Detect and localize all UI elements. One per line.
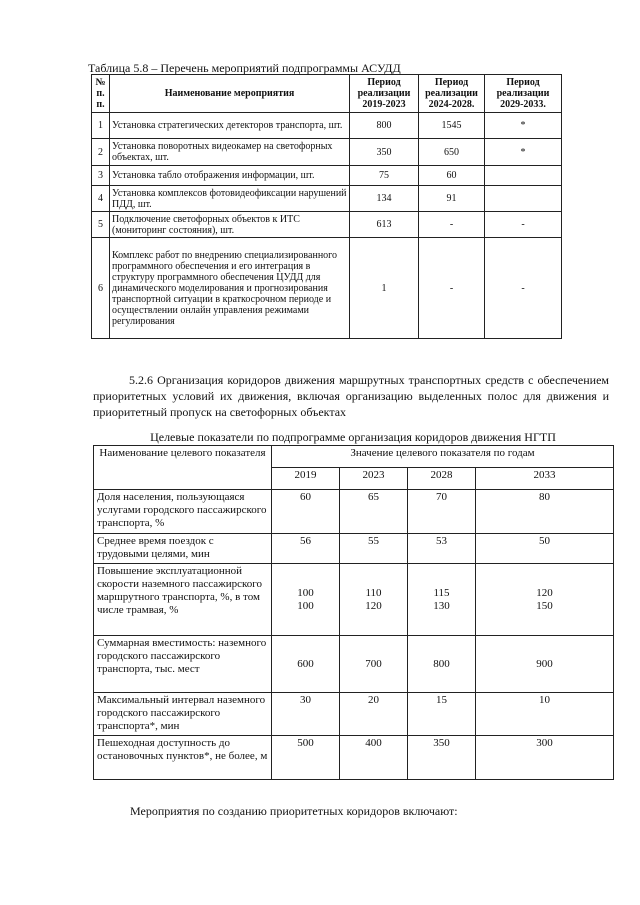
indicator-value: 65 — [340, 490, 408, 534]
table-row — [94, 636, 614, 693]
indicator-value: 900 — [476, 636, 614, 693]
indicator-value: 60 — [272, 490, 340, 534]
indicators-table — [93, 445, 614, 780]
row-p3: * — [485, 113, 562, 139]
indicator-value: 15 — [408, 693, 476, 736]
row-p2: 60 — [419, 166, 485, 186]
indicator-value: 50 — [476, 534, 614, 564]
table-row — [92, 113, 562, 139]
row-p2: 1545 — [419, 113, 485, 139]
activities-table — [91, 74, 562, 339]
row-name: Подключение светофорных объектов к ИТС (мониторинг состояния), шт. — [110, 212, 350, 238]
row-p3: * — [485, 139, 562, 166]
indicator-value: 600 — [272, 636, 340, 693]
indicator-value: 120 150 — [476, 564, 614, 636]
indicator-label: Суммарная вместимость: наземного городского пассажирского транспорта, тыс. мест — [94, 636, 272, 693]
table-row — [94, 736, 614, 780]
header-period-2: Период реализации 2024-2028. — [419, 75, 485, 113]
indicator-value: 800 — [408, 636, 476, 693]
row-p1: 134 — [350, 186, 419, 212]
table-row — [94, 534, 614, 564]
header-num: № п. п. — [92, 75, 110, 113]
row-p1: 1 — [350, 238, 419, 339]
table1-header-row — [92, 75, 562, 113]
table-row — [92, 212, 562, 238]
row-num: 1 — [92, 113, 110, 139]
header-year: 2023 — [340, 468, 408, 490]
header-values-group: Значение целевого показателя по годам — [272, 446, 614, 468]
row-p3: - — [485, 238, 562, 339]
section-paragraph: 5.2.6 Организация коридоров движения маршрутных транспортных средств с обеспечением приоритетных условий их движения, включая организацию выделенных полос для движения и приоритетный пропуск на светофорных объектах — [93, 373, 609, 419]
indicator-value: 110 120 — [340, 564, 408, 636]
row-num: 5 — [92, 212, 110, 238]
header-period-1: Период реализации 2019-2023 — [350, 75, 419, 113]
indicator-label: Доля населения, пользующаяся услугами городского пассажирского транспорта, % — [94, 490, 272, 534]
row-p3: - — [485, 212, 562, 238]
row-num: 6 — [92, 238, 110, 339]
indicator-value: 350 — [408, 736, 476, 780]
indicator-value: 400 — [340, 736, 408, 780]
table-row — [92, 238, 562, 339]
table2-header-row — [94, 446, 614, 468]
indicator-value: 100 100 — [272, 564, 340, 636]
header-year: 2028 — [408, 468, 476, 490]
row-name: Установка табло отображения информации, шт. — [110, 166, 350, 186]
row-p2: 91 — [419, 186, 485, 212]
row-p2: - — [419, 238, 485, 339]
indicator-value: 55 — [340, 534, 408, 564]
indicator-value: 70 — [408, 490, 476, 534]
row-p3 — [485, 186, 562, 212]
closing-text: Мероприятия по созданию приоритетных коридоров включают: — [130, 804, 458, 818]
row-p2: - — [419, 212, 485, 238]
row-p1: 800 — [350, 113, 419, 139]
table-row — [94, 490, 614, 534]
indicator-label: Максимальный интервал наземного городского пассажирского транспорта*, мин — [94, 693, 272, 736]
row-p3 — [485, 166, 562, 186]
row-name: Установка комплексов фотовидеофиксации нарушений ПДД, шт. — [110, 186, 350, 212]
indicator-value: 500 — [272, 736, 340, 780]
indicator-label: Повышение эксплуатационной скорости наземного пассажирского маршрутного транспорта, %, в том числе трамвая, % — [94, 564, 272, 636]
table-row — [94, 564, 614, 636]
row-p1: 75 — [350, 166, 419, 186]
header-indicator-name: Наименование целевого показателя — [94, 446, 272, 490]
indicator-value: 56 — [272, 534, 340, 564]
table-row — [92, 139, 562, 166]
table-row — [92, 186, 562, 212]
indicator-value: 53 — [408, 534, 476, 564]
indicator-value: 80 — [476, 490, 614, 534]
table1-caption: Таблица 5.8 – Перечень мероприятий подпрограммы АСУДД — [88, 61, 401, 75]
row-p2: 650 — [419, 139, 485, 166]
table2-caption: Целевые показатели по подпрограмме организация коридоров движения НГТП — [150, 430, 556, 444]
header-name: Наименование мероприятия — [110, 75, 350, 113]
table-row — [92, 166, 562, 186]
indicator-value: 20 — [340, 693, 408, 736]
indicator-label: Среднее время поездок с трудовыми целями, мин — [94, 534, 272, 564]
row-name: Установка поворотных видеокамер на светофорных объектах, шт. — [110, 139, 350, 166]
row-name: Установка стратегических детекторов транспорта, шт. — [110, 113, 350, 139]
row-p1: 613 — [350, 212, 419, 238]
header-year: 2019 — [272, 468, 340, 490]
row-p1: 350 — [350, 139, 419, 166]
row-num: 3 — [92, 166, 110, 186]
header-period-3: Период реализации 2029-2033. — [485, 75, 562, 113]
table-row — [94, 693, 614, 736]
row-name: Комплекс работ по внедрению специализированного программного обеспечения и его интеграция в структуру программного обеспечения ЦУДД для динамического моделирования и прогнозирования транспортной ситуации в краткосрочном периоде и осуществлении онлайн управления режимами регулирования — [110, 238, 350, 339]
indicator-value: 30 — [272, 693, 340, 736]
indicator-label: Пешеходная доступность до остановочных пунктов*, не более, м — [94, 736, 272, 780]
indicator-value: 300 — [476, 736, 614, 780]
row-num: 2 — [92, 139, 110, 166]
indicator-value: 10 — [476, 693, 614, 736]
header-year: 2033 — [476, 468, 614, 490]
row-num: 4 — [92, 186, 110, 212]
indicator-value: 700 — [340, 636, 408, 693]
indicator-value: 115 130 — [408, 564, 476, 636]
